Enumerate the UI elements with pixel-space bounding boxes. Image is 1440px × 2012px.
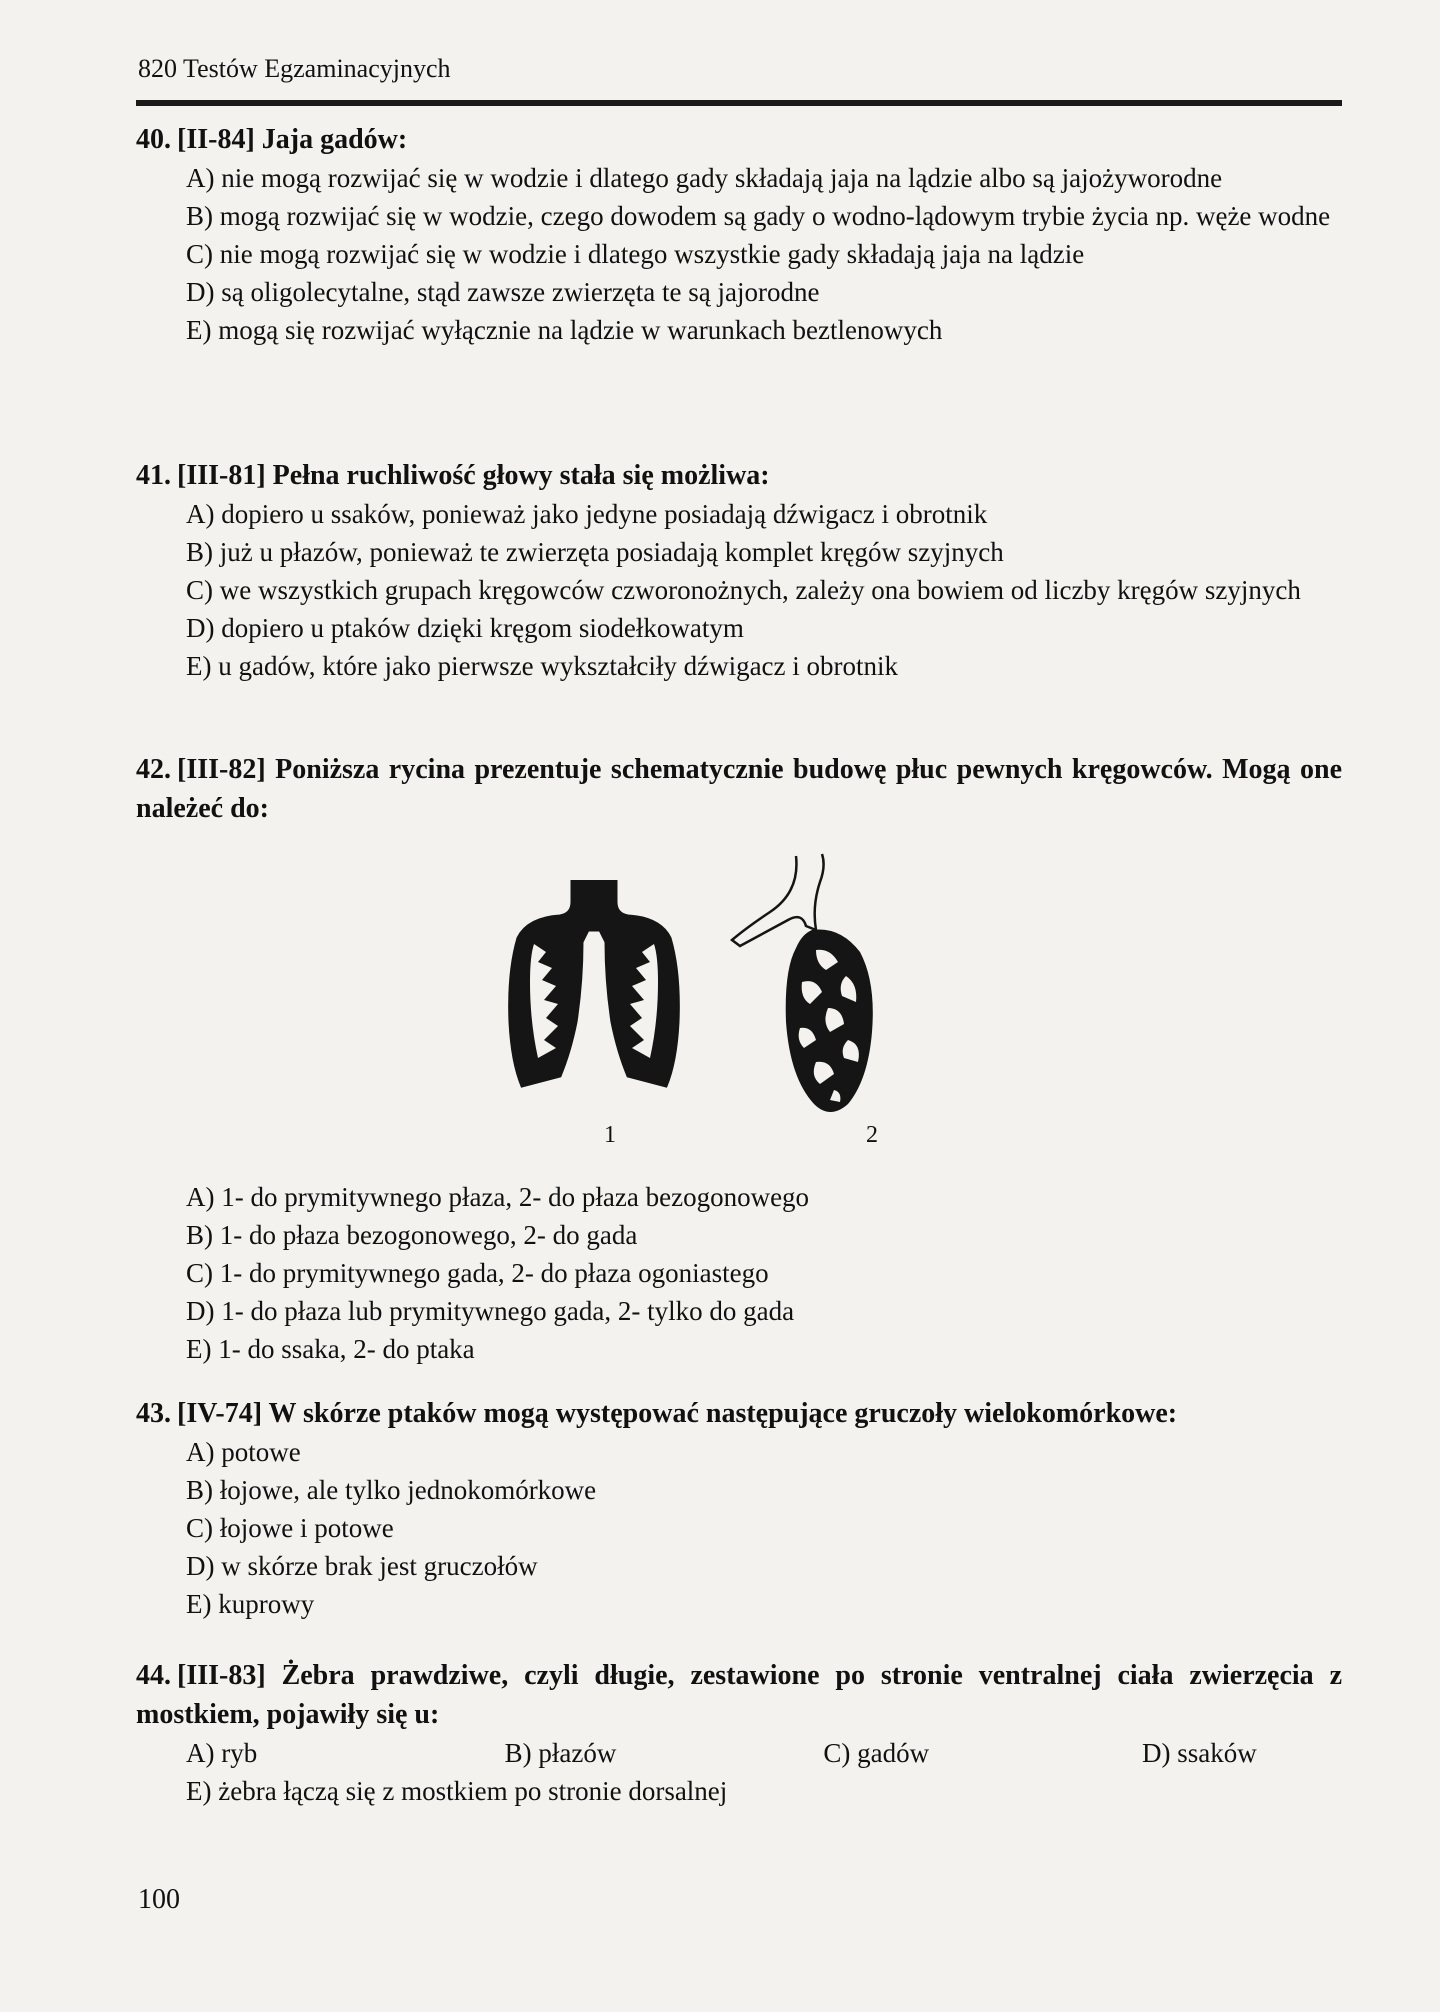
option-b: B) już u płazów, ponieważ te zwierzęta posiadają komplet kręgów szyjnych	[186, 537, 1004, 567]
option-c: C) nie mogą rozwijać się w wodzie i dlatego wszystkie gady składają jaja na lądzie	[186, 239, 1085, 269]
question-text: Pełna ruchliwość głowy stała się możliwa:	[272, 460, 770, 491]
question-code: [IV-74]	[177, 1398, 263, 1429]
lung-1-drawing	[510, 880, 679, 1086]
figure-label-2: 2	[866, 1122, 878, 1148]
question-43	[136, 1394, 1342, 1623]
option-e: E) kuprowy	[186, 1589, 315, 1619]
option-c: C) we wszystkich grupach kręgowców czworonożnych, zależy ona bowiem od liczby kręgów szyjnych	[186, 575, 1301, 605]
option-d: D) są oligolecytalne, stąd zawsze zwierzęta te są jajorodne	[186, 277, 820, 307]
option-b: B) płazów	[504, 1738, 617, 1768]
option-a: A) ryb	[186, 1738, 258, 1768]
question-code: [III-82]	[177, 754, 266, 785]
option-e: E) 1- do ssaka, 2- do ptaka	[186, 1334, 475, 1364]
question-title	[136, 1394, 1342, 1433]
page-number: 100	[138, 1884, 180, 1915]
question-title	[136, 750, 1342, 828]
question-text: Żebra prawdziwe, czyli długie, zestawione po stronie ventralnej ciała zwierzęcia z mostkiem, pojawiły się u:	[136, 1660, 1343, 1730]
option-d: D) ssaków	[1142, 1738, 1257, 1768]
option-b: B) 1- do płaza bezogonowego, 2- do gada	[186, 1220, 638, 1250]
option-c: C) 1- do prymitywnego gada, 2- do płaza ogoniastego	[186, 1258, 769, 1288]
option-b: B) mogą rozwijać się w wodzie, czego dowodem są gady o wodno-lądowym trybie życia np. węże wodne	[186, 201, 1331, 231]
option-a: A) dopiero u ssaków, ponieważ jako jedyne posiadają dźwigacz i obrotnik	[186, 499, 988, 529]
header-rule	[136, 100, 1342, 106]
question-40	[136, 120, 1342, 349]
question-number: 43.	[136, 1398, 171, 1429]
figure-label-1: 1	[604, 1122, 616, 1148]
question-title	[136, 456, 1342, 495]
option-a: A) nie mogą rozwijać się w wodzie i dlatego gady składają jaja na lądzie albo są jajożyworodne	[186, 163, 1223, 193]
options-row	[186, 1734, 1342, 1772]
option-d: D) dopiero u ptaków dzięki kręgom siodełkowatym	[186, 613, 744, 643]
question-title	[136, 1656, 1342, 1734]
question-number: 44.	[136, 1660, 171, 1691]
question-code: [III-83]	[177, 1660, 266, 1691]
option-b: B) łojowe, ale tylko jednokomórkowe	[186, 1475, 597, 1505]
lung-2-drawing	[732, 854, 873, 1112]
question-number: 42.	[136, 754, 171, 785]
question-44	[136, 1656, 1342, 1810]
question-text: Jaja gadów:	[261, 124, 408, 155]
question-text: W skórze ptaków mogą występować następujące gruczoły wielokomórkowe:	[268, 1398, 1178, 1429]
option-a: A) potowe	[186, 1437, 301, 1467]
option-e: E) mogą się rozwijać wyłącznie na lądzie w warunkach beztlenowych	[186, 315, 943, 345]
lungs-illustration	[500, 852, 920, 1152]
question-41	[136, 456, 1342, 685]
question-code: [III-81]	[177, 460, 266, 491]
option-d: D) w skórze brak jest gruczołów	[186, 1551, 538, 1581]
question-42-options	[136, 1178, 1342, 1368]
question-code: [II-84]	[177, 124, 255, 155]
option-e: E) u gadów, które jako pierwsze wykształciły dźwigacz i obrotnik	[186, 651, 899, 681]
question-42	[136, 750, 1342, 828]
option-e: E) żebra łączą się z mostkiem po stronie dorsalnej	[186, 1776, 728, 1806]
question-text: Poniższa rycina prezentuje schematycznie budowę płuc pewnych kręgowców. Mogą one należeć do:	[136, 754, 1342, 824]
running-header: 820 Testów Egzaminacyjnych	[138, 54, 451, 83]
question-number: 40.	[136, 124, 171, 155]
option-d: D) 1- do płaza lub prymitywnego gada, 2- tylko do gada	[186, 1296, 795, 1326]
lungs-figure	[500, 852, 920, 1152]
option-a: A) 1- do prymitywnego płaza, 2- do płaza bezogonowego	[186, 1182, 810, 1212]
option-c: C) łojowe i potowe	[186, 1513, 394, 1543]
question-title	[136, 120, 1342, 159]
question-number: 41.	[136, 460, 171, 491]
option-c: C) gadów	[823, 1738, 930, 1768]
